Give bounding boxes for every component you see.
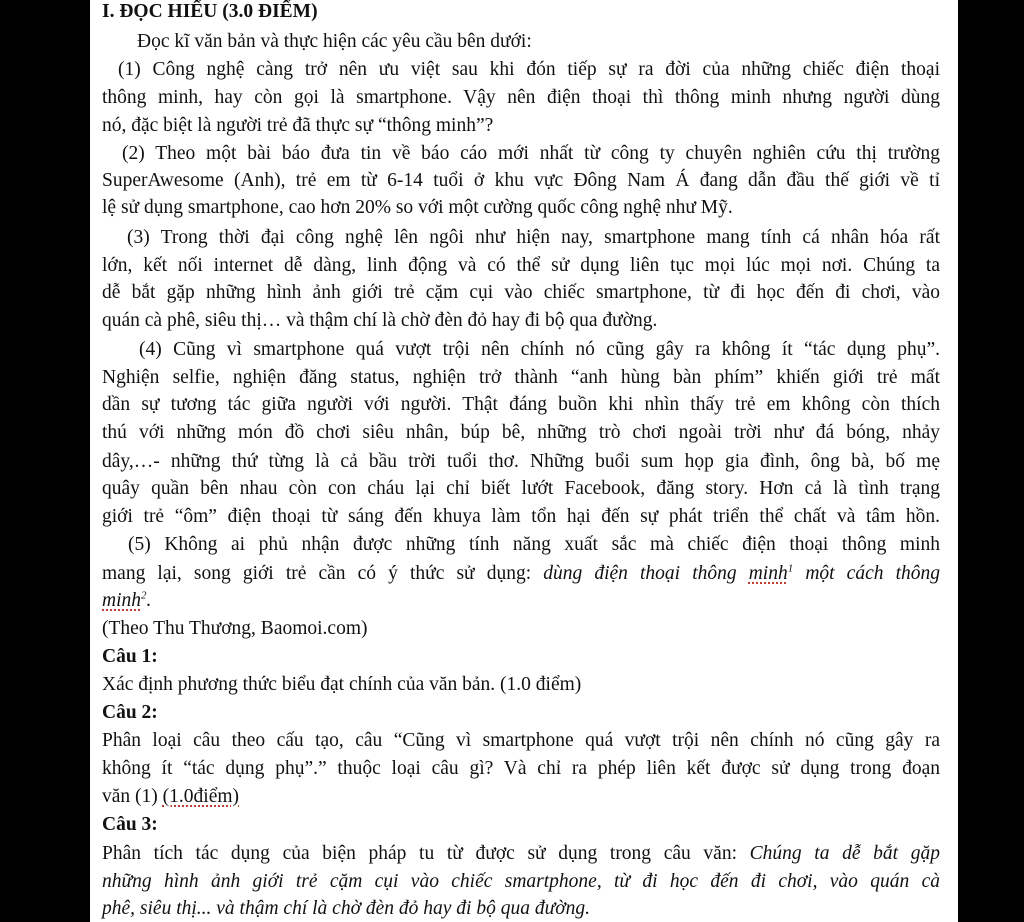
question-3-line-1-plain: Phân tích tác dụng của biện pháp tu từ được sử dụng trong câu văn: bbox=[102, 843, 750, 864]
p4-line-4: thú với những món đồ chơi siêu nhân, búp bê, những trò chơi ngoài trời như đá bóng, nhảy bbox=[102, 422, 940, 443]
p5-word-minh: minh bbox=[748, 563, 788, 584]
p1-line-3: nó, đặc biệt là người trẻ đã thực sự “thông minh”? bbox=[102, 115, 494, 136]
section-heading: I. ĐỌC HIỂU (3.0 ĐIỂM) bbox=[102, 1, 318, 22]
question-3-title: Câu 3: bbox=[102, 814, 158, 835]
p3-line-3: dễ bắt gặp những hình ảnh giới trẻ cặm cụi vào chiếc smartphone, từ đi học đến đi chơi, vào bbox=[102, 282, 940, 303]
footnote-marker-1: 1 bbox=[787, 562, 794, 575]
question-2-line-3 bbox=[102, 783, 239, 811]
question-1-title: Câu 1: bbox=[102, 646, 158, 667]
p4-line-7: giới trẻ “ôm” điện thoại từ sáng đến khuya làm tổn hại đến sự phát triển thể chất và tâm hồn. bbox=[102, 506, 940, 527]
question-3-line-3: phê, siêu thị... và thậm chí là chờ đèn đỏ hay đi bộ qua đường. bbox=[102, 898, 591, 919]
p5-line-2-italic-b: một cách thông bbox=[793, 563, 940, 584]
p4-line-2: Nghiện selfie, nghiện đăng status, nghiện trở thành “anh hùng bàn phím” khiến giới trẻ mất bbox=[102, 367, 940, 388]
p2-line-2: SuperAwesome (Anh), trẻ em từ 6-14 tuổi ở khu vực Đông Nam Á đang dẫn đầu thế giới về tỉ bbox=[102, 170, 940, 191]
question-2-line-2: không ít “tác dụng phụ”.” thuộc loại câu gì? Và chỉ ra phép liên kết được sử dụng trong đoạn bbox=[102, 758, 940, 779]
question-3-line-1 bbox=[102, 840, 940, 868]
question-2-points: (1.0điểm) bbox=[162, 786, 240, 807]
question-2-title: Câu 2: bbox=[102, 702, 158, 723]
source-citation: (Theo Thu Thương, Baomoi.com) bbox=[102, 618, 368, 639]
p3-line-4: quán cà phê, siêu thị… và thậm chí là chờ đèn đỏ hay đi bộ qua đường. bbox=[102, 310, 658, 331]
p2-line-1: (2) Theo một bài báo đưa tin về báo cáo mới nhất từ công ty chuyên nghiên cứu thị trường bbox=[122, 143, 940, 164]
p4-line-6: quây quần bên nhau còn con cháu lại chỉ biết lướt Facebook, đăng story. Hơn cả là tình trạng bbox=[102, 478, 940, 499]
p5-line-3-end: . bbox=[146, 590, 152, 611]
document-page bbox=[90, 0, 958, 922]
p5-line-2-plain: mang lại, song giới trẻ cần có ý thức sử dụng: bbox=[102, 563, 544, 584]
p2-line-3: lệ sử dụng smartphone, cao hơn 20% so với một cường quốc công nghệ như Mỹ. bbox=[102, 197, 733, 218]
question-3-line-2: những hình ảnh giới trẻ cặm cụi vào chiếc smartphone, từ đi học đến đi chơi, vào quán cà bbox=[102, 871, 940, 892]
question-1-text: Xác định phương thức biểu đạt chính của văn bản. (1.0 điểm) bbox=[102, 674, 582, 695]
p5-line-2-italic-a: dùng điện thoại thông bbox=[543, 563, 749, 584]
p1-line-1: (1) Công nghệ càng trở nên ưu việt sau khi đón tiếp sự ra đời của những chiếc điện thoại bbox=[118, 59, 940, 80]
question-2-line-1: Phân loại câu theo cấu tạo, câu “Cũng vì smartphone quá vượt trội nên chính nó cũng gây ra bbox=[102, 730, 940, 751]
p4-line-3: dần sự tương tác giữa người với người. Thật đáng buồn khi nhìn thấy trẻ em không còn thích bbox=[102, 394, 940, 415]
p1-line-2: thông minh, hay còn gọi là smartphone. Vậy nên điện thoại thì thông minh nhưng người dùng bbox=[102, 87, 940, 108]
question-2-line-3-plain: văn (1) bbox=[102, 786, 163, 807]
p3-line-1: (3) Trong thời đại công nghệ lên ngôi như hiện nay, smartphone mang tính cá nhân hóa rất bbox=[127, 227, 940, 248]
p3-line-2: lớn, kết nối internet dễ dàng, linh động và có thể sử dụng liên tục mọi lúc mọi nơi. Chúng ta bbox=[102, 255, 940, 276]
question-3-line-1-italic: Chúng ta dễ bắt gặp bbox=[749, 843, 941, 864]
p5-line-2 bbox=[102, 560, 940, 588]
instruction: Đọc kĩ văn bản và thực hiện các yêu cầu bên dưới: bbox=[137, 31, 532, 52]
p4-line-1: (4) Cũng vì smartphone quá vượt trội nên chính nó cũng gây ra không ít “tác dụng phụ”. bbox=[139, 339, 940, 360]
p4-line-5: dây,…- những thứ từng là cả bầu trời tuổi thơ. Những buổi sum họp gia đình, ông bà, bố mẹ bbox=[102, 451, 940, 472]
footnote-marker-2: 2 bbox=[141, 589, 147, 602]
p5-line-3 bbox=[102, 587, 151, 615]
p5-line-1: (5) Không ai phủ nhận được những tính năng xuất sắc mà chiếc điện thoại thông minh bbox=[128, 534, 940, 555]
p5-word-minh-2: minh bbox=[102, 590, 141, 611]
